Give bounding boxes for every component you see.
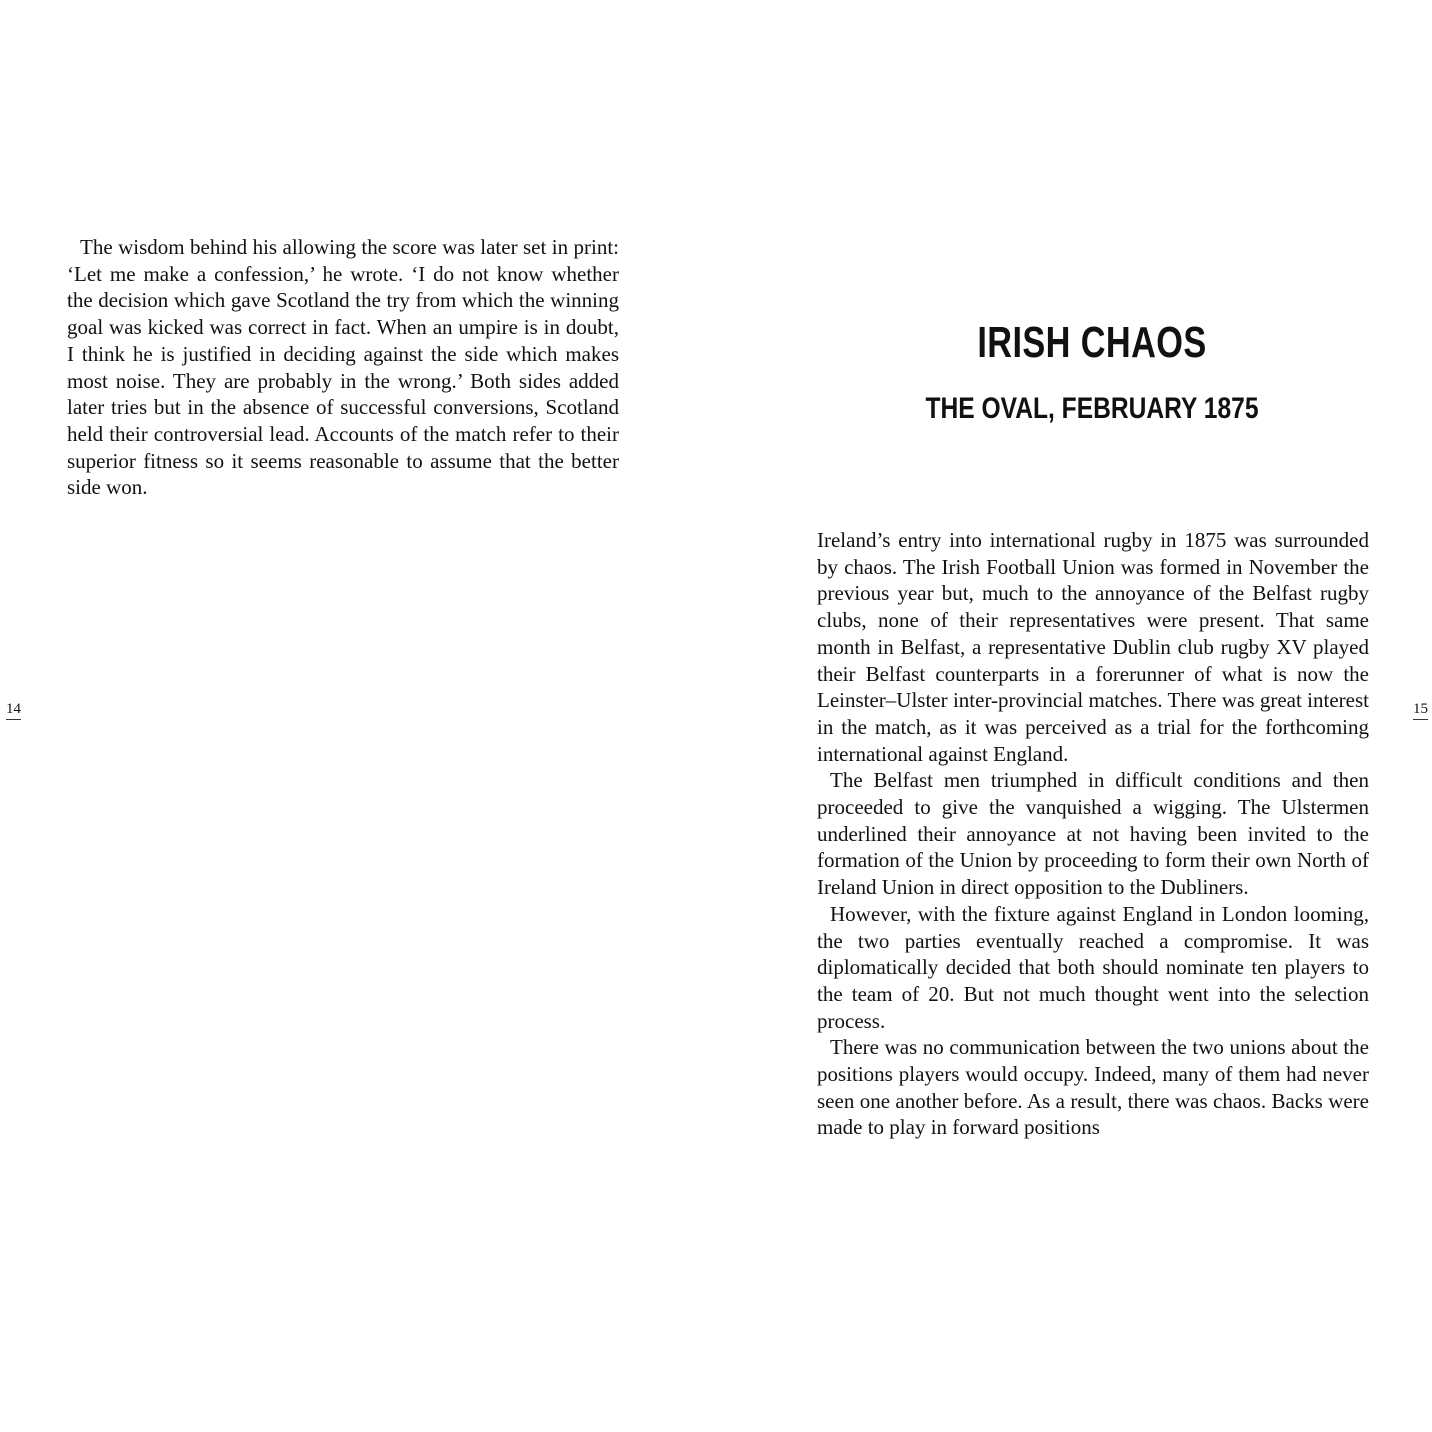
chapter-subtitle: THE OVAL, FEBRUARY 1875 xyxy=(925,392,1259,425)
right-page-body xyxy=(817,527,1369,1141)
left-page-body xyxy=(67,234,619,501)
body-paragraph: Ireland’s entry into international rugby in 1875 was surrounded by chaos. The Irish Football Union was formed in November the previous year but, much to the annoyance of the Belfast rugby clubs, none of their representatives were present. That same month in Belfast, a representative Dublin club rugby XV played their Belfast counterparts in a forerunner of what is now the Leinster–Ulster inter-provincial matches. There was great interest in the match, as it was perceived as a trial for the forthcoming international against England. xyxy=(817,528,1369,766)
body-paragraph: The wisdom behind his allowing the score was later set in print: ‘Let me make a confession,’ he wrote. ‘I do not know whether the decision which gave Scotland the try from which the winning goal was kicked was correct in fact. When an umpire is in doubt, I think he is justified in deciding against the side which makes most noise. They are probably in the wrong.’ Both sides added later tries but in the absence of successful conversions, Scotland held their controversial lead. Accounts of the match refer to their superior fitness so it seems reasonable to assume that the better side won. xyxy=(67,235,619,500)
page-number-right: 15 xyxy=(1413,701,1428,720)
body-paragraph: The Belfast men triumphed in difficult conditions and then proceeded to give the vanquished a wigging. The Ulstermen underlined their annoyance at not having been invited to the formation of the Union by proceeding to form their own North of Ireland Union in direct opposition to the Dubliners. xyxy=(817,768,1369,900)
body-paragraph: There was no communication between the two unions about the positions players would occupy. Indeed, many of them had never seen one another before. As a result, there was chaos. Backs were made to play in forward positions xyxy=(817,1035,1369,1140)
chapter-title: IRISH CHAOS xyxy=(977,318,1207,367)
page-number-left: 14 xyxy=(6,701,21,720)
right-page xyxy=(716,0,1432,1432)
body-paragraph: However, with the fixture against England in London looming, the two parties eventually reached a compromise. It was diplomatically decided that both should nominate ten players to the team of 20. But not much thought went into the selection process. xyxy=(817,901,1369,1033)
